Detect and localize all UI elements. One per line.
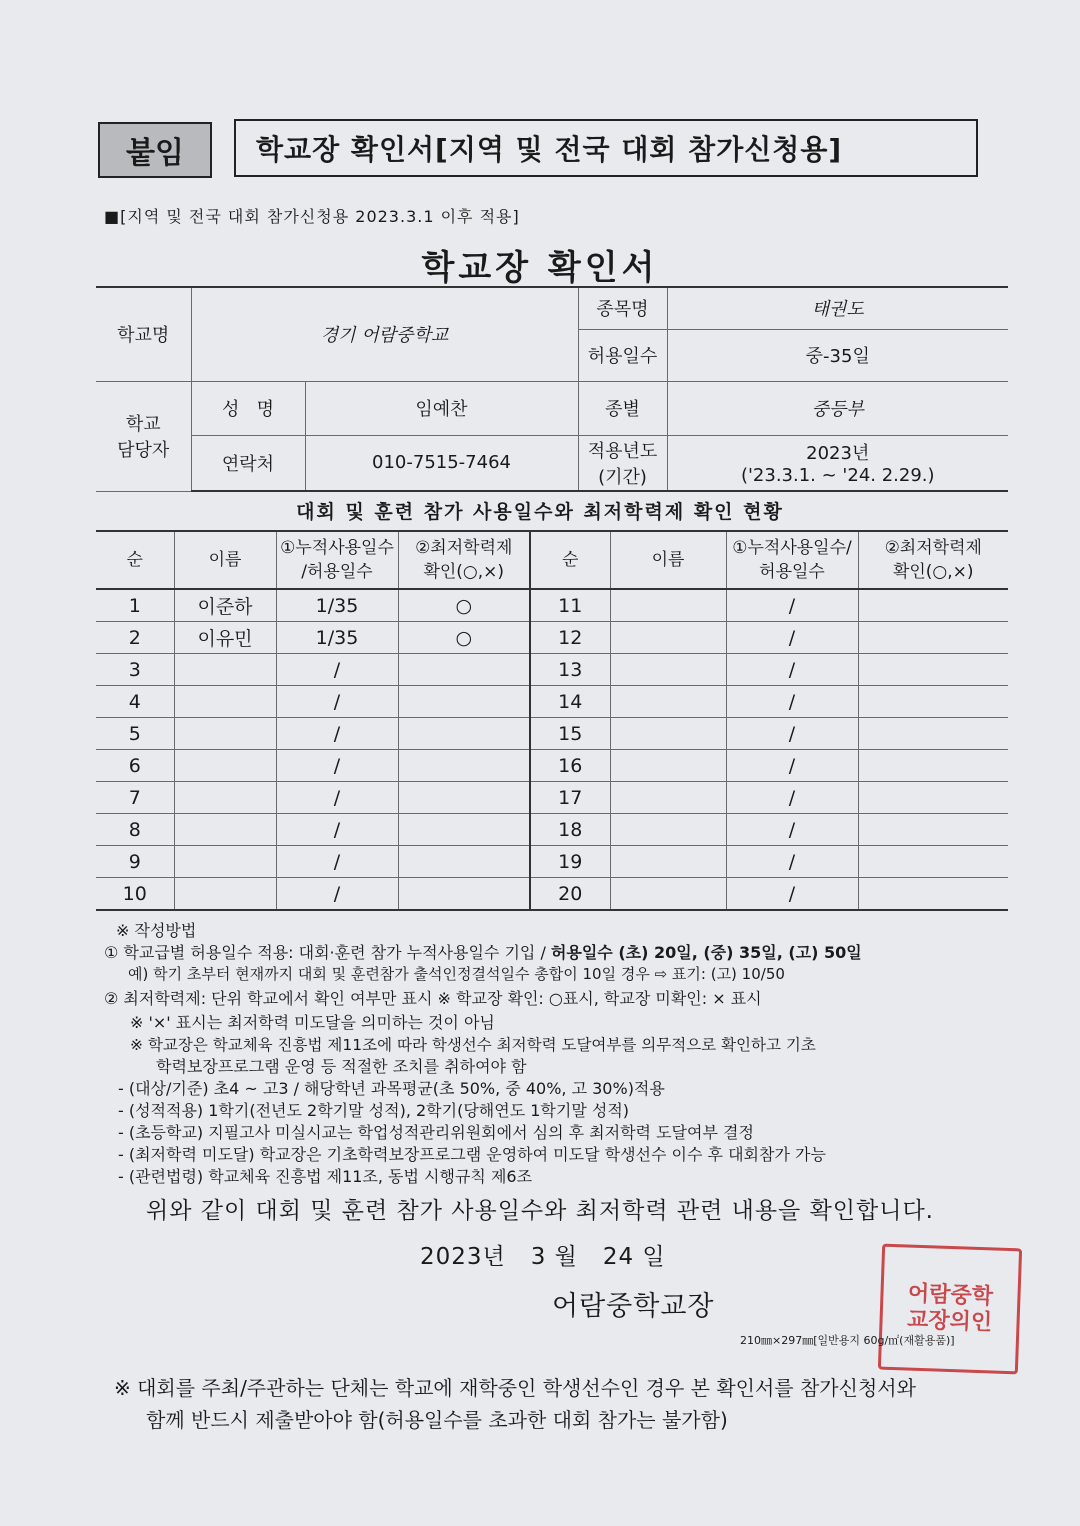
row-check [398, 814, 530, 846]
period-label-line1: 적용년도 [587, 440, 658, 462]
period-value [667, 435, 1008, 491]
school-staff-label-line2: 담당자 [117, 440, 170, 461]
row-no: 1 [96, 589, 174, 622]
row-no: 19 [530, 846, 610, 878]
row-days: / [726, 589, 858, 622]
row-no: 3 [96, 654, 174, 686]
paper-spec: 210㎜×297㎜[일반용지 60g/㎡(재활용품)] [740, 1334, 955, 1347]
contact-value: 010-7515-7464 [305, 435, 578, 491]
period-label-line2: (기간) [598, 466, 647, 488]
date-month-unit: 월 [554, 1244, 578, 1270]
footer-note-line1: ※ 대회를 주최/주관하는 단체는 학교에 재학중인 학생선수인 경우 본 확인서를 참가신청서와 [114, 1376, 916, 1400]
row-check [858, 814, 1008, 846]
row-name [610, 878, 726, 911]
row-check [858, 686, 1008, 718]
note-2-b-line1: ※ 학교장은 학교체육 진흥법 제11조에 따라 학생선수 최저학력 도달여부를 의무적으로 확인하고 기초 [130, 1036, 816, 1054]
row-no: 10 [96, 878, 174, 911]
row-days: / [726, 782, 858, 814]
table-row [96, 718, 1008, 750]
row-name [610, 846, 726, 878]
row-name: 이준하 [174, 589, 276, 622]
row-check: ○ [398, 589, 530, 622]
applicability-note: ■[지역 및 전국 대회 참가신청용 2023.3.1 이후 적용] [104, 207, 520, 226]
date-year: 2023년 [420, 1244, 506, 1270]
row-days: / [726, 718, 858, 750]
confirmation-statement: 위와 같이 대회 및 훈련 참가 사용일수와 최저학력 관련 내용을 확인합니다. [146, 1198, 934, 1224]
document-header-title: 학교장 확인서[지역 및 전국 대회 참가신청용] [256, 133, 843, 166]
table-row [96, 782, 1008, 814]
row-days: / [726, 686, 858, 718]
row-name [174, 718, 276, 750]
row-days: / [726, 622, 858, 654]
table-row [96, 686, 1008, 718]
row-no: 4 [96, 686, 174, 718]
row-check [398, 718, 530, 750]
document-header-title-box [234, 119, 978, 177]
detail-4: - (최저학력 미도달) 학교장은 기초학력보장프로그램 운영하여 미도달 학생선수 이수 후 대회참가 가능 [118, 1145, 826, 1164]
row-no: 6 [96, 750, 174, 782]
section-title: 대회 및 훈련 참가 사용일수와 최저학력제 확인 현황 [296, 501, 784, 523]
note-1-allowed-days: 허용일수 (초) 20일, (중) 35일, (고) 50일 [550, 943, 862, 962]
note-2: ② 최저학력제: 단위 학교에서 확인 여부만 표시 ※ 학교장 확인: ○표시, 학교장 미확인: × 표시 [104, 989, 762, 1008]
row-no: 8 [96, 814, 174, 846]
category-value: 중등부 [667, 381, 1008, 435]
header-name-right: 이름 [610, 531, 726, 589]
row-check [858, 622, 1008, 654]
row-name [610, 589, 726, 622]
row-check [858, 654, 1008, 686]
period-label [578, 435, 667, 491]
date-day: 24 [602, 1244, 635, 1270]
detail-3: - (초등학교) 지필고사 미실시교는 학업성적관리위원회에서 심의 후 최저학력 도달여부 결정 [118, 1123, 754, 1142]
row-no: 13 [530, 654, 610, 686]
row-no: 7 [96, 782, 174, 814]
row-check [858, 878, 1008, 911]
contact-label: 연락처 [191, 435, 305, 491]
row-name: 이유민 [174, 622, 276, 654]
row-check [858, 589, 1008, 622]
table-row [96, 846, 1008, 878]
row-no: 15 [530, 718, 610, 750]
attachment-tag-label: 붙임 [126, 136, 184, 171]
row-check [398, 686, 530, 718]
header-check-left [398, 531, 530, 589]
row-days: / [276, 846, 398, 878]
row-no: 18 [530, 814, 610, 846]
row-no: 9 [96, 846, 174, 878]
header-days-left [276, 531, 398, 589]
row-days: / [726, 654, 858, 686]
row-name [174, 846, 276, 878]
header-days-left-line2: /허용일수 [301, 562, 373, 582]
row-no: 5 [96, 718, 174, 750]
row-check [398, 878, 530, 911]
table-row [96, 814, 1008, 846]
note-1-example: 예) 학기 초부터 현재까지 대회 및 훈련참가 출석인정결석일수 총합이 10일 경우 ⇨ 표기: (고) 10/50 [128, 965, 785, 983]
row-name [174, 750, 276, 782]
row-name [610, 622, 726, 654]
event-label: 종목명 [578, 287, 667, 329]
official-seal-stamp [878, 1244, 1022, 1375]
participation-status-table [96, 530, 1008, 911]
row-days: 1/35 [276, 589, 398, 622]
page-title: 학교장 확인서 [421, 248, 659, 288]
row-days: / [276, 782, 398, 814]
row-check [398, 782, 530, 814]
header-check-right-line1: ②최저학력제 [884, 538, 982, 558]
note-2-a: ※ '×' 표시는 최저학력 미도달을 의미하는 것이 아님 [130, 1013, 495, 1032]
header-check-right-line2: 확인(○,×) [892, 562, 974, 582]
event-value: 태권도 [667, 287, 1008, 329]
staff-name-value: 임예찬 [305, 381, 578, 435]
status-table-header [96, 531, 1008, 589]
category-label: 종별 [578, 381, 667, 435]
header-check-right [858, 531, 1008, 589]
header-days-right [726, 531, 858, 589]
row-days: / [726, 878, 858, 911]
school-info-table [96, 286, 1008, 492]
row-no: 2 [96, 622, 174, 654]
header-days-right-line1: ①누적사용일수/ [732, 538, 852, 558]
school-name-label: 학교명 [96, 287, 191, 381]
header-days-left-line1: ①누적사용일수 [280, 538, 394, 558]
notes-heading: ※ 작성방법 [116, 921, 197, 940]
date-month: 3 [530, 1244, 547, 1270]
row-check [858, 846, 1008, 878]
row-check [398, 654, 530, 686]
detail-1: - (대상/기준) 초4 ~ 고3 / 해당학년 과목평균(초 50%, 중 40%, 고 30%)적용 [118, 1079, 665, 1098]
row-check [858, 718, 1008, 750]
note-2-b-line2: 학력보장프로그램 운영 등 적절한 조치를 취하여야 함 [156, 1057, 527, 1076]
row-days: / [276, 814, 398, 846]
row-days: / [726, 846, 858, 878]
table-row [96, 750, 1008, 782]
row-name [174, 654, 276, 686]
row-days: / [276, 878, 398, 911]
row-days: 1/35 [276, 622, 398, 654]
header-no-right: 순 [530, 531, 610, 589]
row-no: 14 [530, 686, 610, 718]
row-days: / [276, 750, 398, 782]
detail-2: - (성적적용) 1학기(전년도 2학기말 성적), 2학기(당해연도 1학기말 성적) [118, 1101, 630, 1120]
note-1-text: ① 학교급별 허용일수 적용: 대회·훈련 참가 누적사용일수 기입 / [104, 943, 551, 962]
school-name-value: 경기 어람중학교 [191, 287, 578, 381]
row-days: / [276, 718, 398, 750]
attachment-tag [98, 122, 212, 178]
seal-text: 어람중학교장의인 [906, 1281, 994, 1336]
date-day-unit: 일 [642, 1244, 666, 1270]
table-row [96, 622, 1008, 654]
header-no-left: 순 [96, 531, 174, 589]
footer-note-line2: 함께 반드시 제출받아야 함(허용일수를 초과한 대회 참가는 불가함) [146, 1408, 728, 1432]
row-name [610, 686, 726, 718]
table-row [96, 654, 1008, 686]
row-name [610, 782, 726, 814]
row-name [174, 782, 276, 814]
header-days-right-line2: 허용일수 [759, 562, 825, 582]
row-name [174, 686, 276, 718]
row-no: 12 [530, 622, 610, 654]
row-days: / [276, 686, 398, 718]
table-row [96, 878, 1008, 911]
row-check [398, 750, 530, 782]
row-days: / [276, 654, 398, 686]
header-check-left-line2: 확인(○,×) [423, 562, 505, 582]
period-year: 2023년 [806, 443, 870, 465]
row-no: 11 [530, 589, 610, 622]
row-check [398, 846, 530, 878]
header-check-left-line1: ②최저학력제 [415, 538, 513, 558]
row-check [858, 750, 1008, 782]
table-row [96, 589, 1008, 622]
period-range: ('23.3.1. ~ '24. 2.29.) [740, 465, 935, 487]
row-no: 16 [530, 750, 610, 782]
staff-name-label: 성 명 [191, 381, 305, 435]
row-check [858, 782, 1008, 814]
allowed-days-label: 허용일수 [578, 329, 667, 381]
note-1 [104, 940, 862, 963]
issue-date [420, 1238, 666, 1271]
school-staff-label-line1: 학교 [125, 414, 161, 435]
principal-signature-line: 어람중학교장 [552, 1291, 715, 1322]
row-name [610, 814, 726, 846]
row-days: / [726, 750, 858, 782]
school-staff-label [96, 381, 191, 491]
row-name [174, 878, 276, 911]
row-name [174, 814, 276, 846]
row-name [610, 654, 726, 686]
allowed-days-value: 중-35일 [667, 329, 1008, 381]
row-name [610, 750, 726, 782]
row-days: / [726, 814, 858, 846]
row-name [610, 718, 726, 750]
detail-5: - (관련법령) 학교체육 진흥법 제11조, 동법 시행규칙 제6조 [118, 1167, 533, 1186]
row-no: 20 [530, 878, 610, 911]
row-check: ○ [398, 622, 530, 654]
header-name-left: 이름 [174, 531, 276, 589]
row-no: 17 [530, 782, 610, 814]
